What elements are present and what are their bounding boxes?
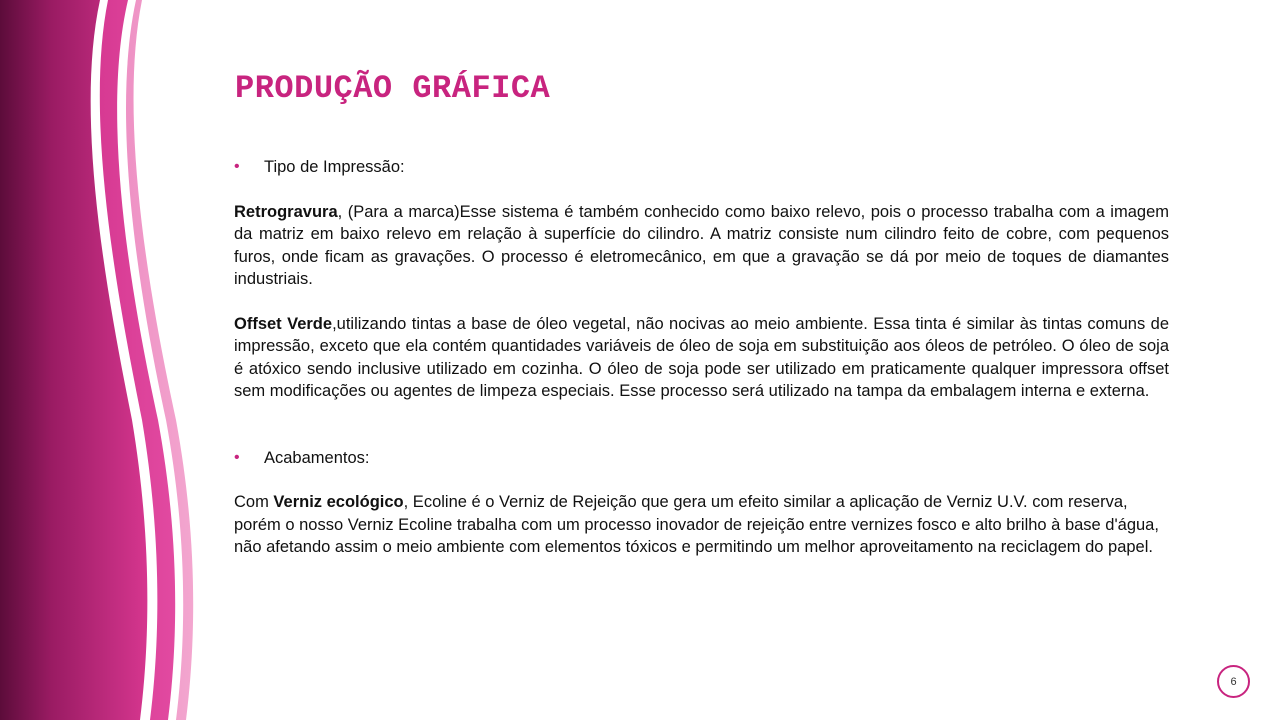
bullet-icon: • (234, 158, 240, 175)
page-number: 6 (1230, 675, 1237, 688)
paragraph-offset-verde (234, 313, 1169, 403)
text-verniz-ecologico: , Ecoline é o Verniz de Rejeição que gera um efeito similar a aplicação de Verniz U.V. com reserva, porém o nosso Verniz Ecoline trabalha com um processo inovador de rejeição entre vernizes fosco e alto brilho à base d'água, não afetando assim o meio ambiente com elementos tóxicos e permitindo um melhor aproveitamento na reciclagem do papel. (234, 493, 1159, 556)
paragraph-retrogravura (234, 201, 1169, 291)
bullet-acabamentos (234, 447, 1169, 470)
term-verniz-ecologico: Verniz ecológico (273, 493, 404, 511)
paragraph-verniz-ecologico (234, 491, 1169, 559)
bullet-icon: • (234, 448, 240, 466)
bullet-label: Tipo de Impressão: (264, 158, 405, 176)
decorative-pink-wave (0, 0, 240, 720)
text-offset-verde: ,utilizando tintas a base de óleo vegetal, não nocivas ao meio ambiente. Essa tinta é similar às tintas comuns de impressão, exceto que ela contém quantidades variáveis de óleo de soja em substituição aos óleos de petróleo. O óleo de soja é atóxico sendo inclusive utilizado em cozinha. O óleo de soja pode ser utilizado em praticamente qualquer impressora offset sem modificações ou agentes de limpeza especiais. Esse processo será utilizado na tampa da embalagem interna e externa. (234, 314, 1169, 400)
bullet-label: Acabamentos: (264, 448, 370, 467)
slide-content (234, 156, 1169, 559)
page-number-badge (1217, 665, 1250, 698)
text-retrogravura: , (Para a marca)Esse sistema é também conhecido como baixo relevo, pois o processo trabalha com a imagem da matriz em baixo relevo em relação à superfície do cilindro. A matriz consiste num cilindro feito de cobre, com pequenos furos, onde ficam as gravações. O processo é eletromecânico, em que a gravação se dá por meio de toques de diamantes industriais. (234, 202, 1169, 288)
term-retrogravura: Retrogravura (234, 202, 338, 221)
term-offset-verde: Offset Verde (234, 314, 333, 333)
bullet-tipo-impressao (234, 156, 1169, 179)
page-title: PRODUÇÃO GRÁFICA (235, 70, 551, 107)
text-verniz-prefix: Com (234, 493, 274, 511)
